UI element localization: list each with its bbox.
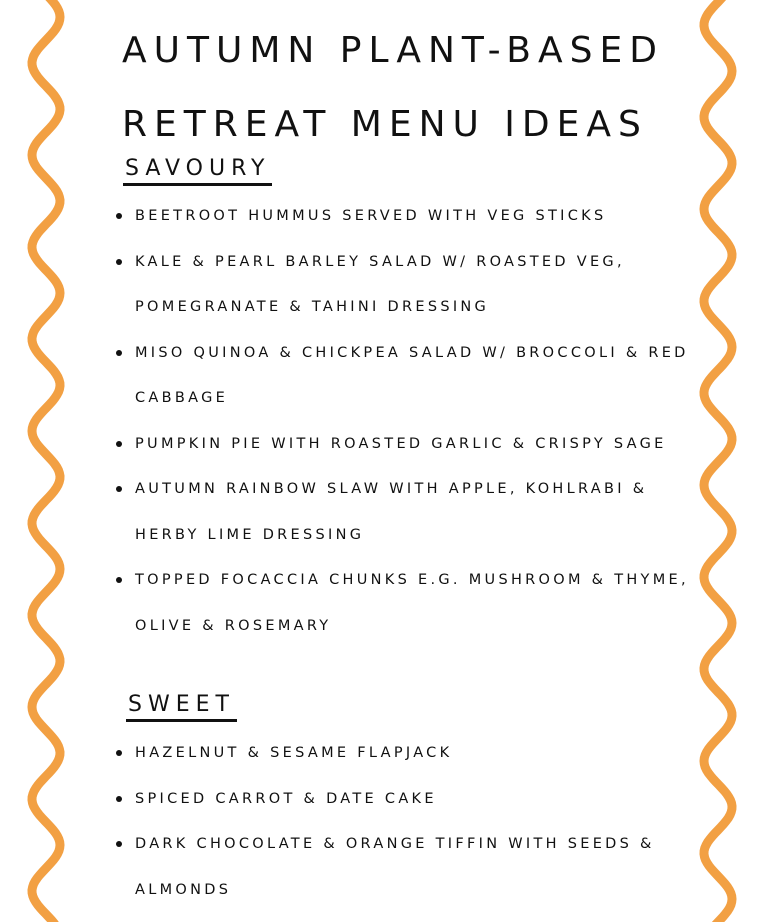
menu-item [114,822,704,913]
menu-item-text: AUTUMN RAINBOW SLAW WITH APPLE, KOHLRABI & HERBY LIME DRESSING [135,481,648,543]
sweet-heading-label: SWEET [126,692,237,722]
menu-item [114,331,704,422]
menu-item [114,194,704,240]
bullet-icon [116,750,122,756]
menu-item [114,558,704,649]
menu-item-text: BEETROOT HUMMUS SERVED WITH VEG STICKS [135,208,607,224]
page-title-line-2: RETREAT MENU IDEAS [122,104,648,145]
bullet-icon [116,841,122,847]
bullet-icon [116,486,122,492]
wavy-border-left [18,0,78,922]
menu-item-text: HAZELNUT & SESAME FLAPJACK [135,745,453,761]
menu-item [114,777,704,823]
sweet-menu-list [114,731,704,913]
menu-item-text: KALE & PEARL BARLEY SALAD W/ ROASTED VEG, POMEGRANATE & TAHINI DRESSING [135,253,625,315]
page-title [122,14,682,162]
sweet-heading [126,692,237,722]
savoury-heading-label: SAVOURY [123,156,272,186]
menu-item [114,240,704,331]
savoury-heading [123,156,272,186]
bullet-icon [116,213,122,219]
menu-item-text: TOPPED FOCACCIA CHUNKS E.G. MUSHROOM & THYME, OLIVE & ROSEMARY [135,572,689,634]
menu-item-text: MISO QUINOA & CHICKPEA SALAD W/ BROCCOLI & RED CABBAGE [135,344,689,406]
page-title-line-1: AUTUMN PLANT-BASED [122,30,664,71]
menu-item-text: SPICED CARROT & DATE CAKE [135,790,437,807]
bullet-icon [116,350,122,356]
wave-line [704,0,732,922]
menu-item [114,467,704,558]
bullet-icon [116,441,122,447]
wave-line [32,0,60,922]
menu-item-text: PUMPKIN PIE WITH ROASTED GARLIC & CRISPY SAGE [135,435,667,452]
menu-item-text: DARK CHOCOLATE & ORANGE TIFFIN WITH SEEDS & ALMONDS [135,836,655,898]
menu-item [114,731,704,777]
bullet-icon [116,577,122,583]
savoury-menu-list [114,194,704,649]
bullet-icon [116,259,122,265]
bullet-icon [116,796,122,802]
menu-item [114,422,704,468]
